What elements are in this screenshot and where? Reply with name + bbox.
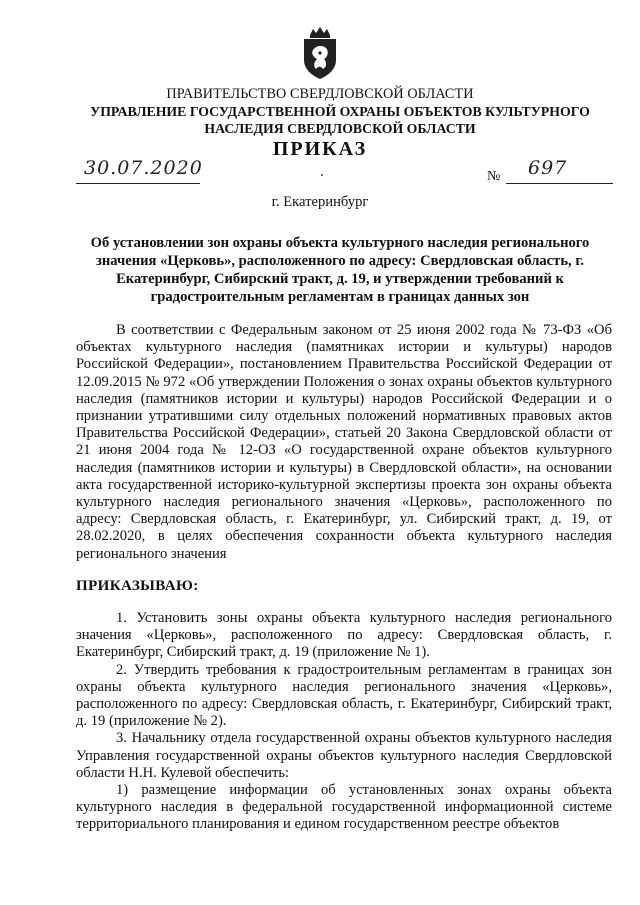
order-item-1: 1. Установить зоны охраны объекта культурного наследия регионального значения «Церковь», расположенного по адресу: Свердловская область, г. Екатеринбург, Сибирский тракт, д. 19 (приложение № 1).	[76, 610, 612, 661]
city: г. Екатеринбург	[271, 194, 369, 210]
preamble-paragraph: В соответствии с Федеральным законом от 25 июня 2002 года № 73-ФЗ «Об объектах культурного наследия (памятниках истории и культуры) народов Российской Федерации», постановлением Правительства Российской Федерации от 12.09.2015 № 972 «Об утверждении Положения о зонах охраны объектов культурного наследия (памятников истории и культуры) народов Российской Федерации и о признании утратившими силу отдельных положений нормативных правовых актов Правительства Российской Федерации», статьей 20 Закона Свердловской области от 21 июня 2004 года № 12-ОЗ «О государственной охране объектов культурного наследия (памятников истории и культуры) в Свердловской области», на основании акта государственной историко-культурной экспертизы проекта зон охраны объекта культурного наследия регионального значения «Церковь», расположенного по адресу: Свердловская область, г. Екатеринбург, ул. Сибирский тракт, д. 19, от 28.02.2020, в целях обеспечения сохранности объекта культурного наследия регионального значения	[76, 322, 612, 562]
order-number: 697	[528, 157, 568, 179]
order-item-3: 3. Начальнику отдела государственной охраны объектов культурного наследия Управления государственной охраны объектов культурного наследия Свердловской области Н.Н. Кулевой обеспечить:	[76, 730, 612, 781]
coat-of-arms-icon	[296, 26, 344, 80]
preamble-block	[76, 322, 612, 563]
command-heading: ПРИКАЗЫВАЮ:	[76, 578, 199, 594]
order-item-3-sub-1: 1) размещение информации об установленных зонах охраны объекта культурного наследия в федеральной государственной информационной системе территориального планирования и едином государственном реестре объектов	[76, 782, 612, 833]
stray-dot	[321, 174, 323, 176]
order-date: 30.07.2020	[84, 157, 203, 179]
number-label: №	[487, 169, 501, 184]
department-name: УПРАВЛЕНИЕ ГОСУДАРСТВЕННОЙ ОХРАНЫ ОБЪЕКТОВ КУЛЬТУРНОГО НАСЛЕДИЯ СВЕРДЛОВСКОЙ ОБЛАСТИ	[90, 104, 590, 136]
government-name: ПРАВИТЕЛЬСТВО СВЕРДЛОВСКОЙ ОБЛАСТИ	[166, 86, 474, 102]
order-item-2: 2. Утвердить требования к градостроительным регламентам в границах зон охраны объекта культурного наследия регионального значения «Церковь», расположенного по адресу: Свердловская область, г. Екатеринбург, Сибирский тракт, д. 19 (приложение № 2).	[76, 661, 612, 730]
document-type: ПРИКАЗ	[272, 138, 368, 160]
order-items	[76, 610, 612, 834]
order-subject: Об установлении зон охраны объекта культурного наследия регионального значения «Церковь», расположенного по адресу: Свердловская область, г. Екатеринбург, Сибирский тракт, д. 19, и утверждении требований к градостроительным регламентам в границах данных зон	[90, 235, 590, 305]
